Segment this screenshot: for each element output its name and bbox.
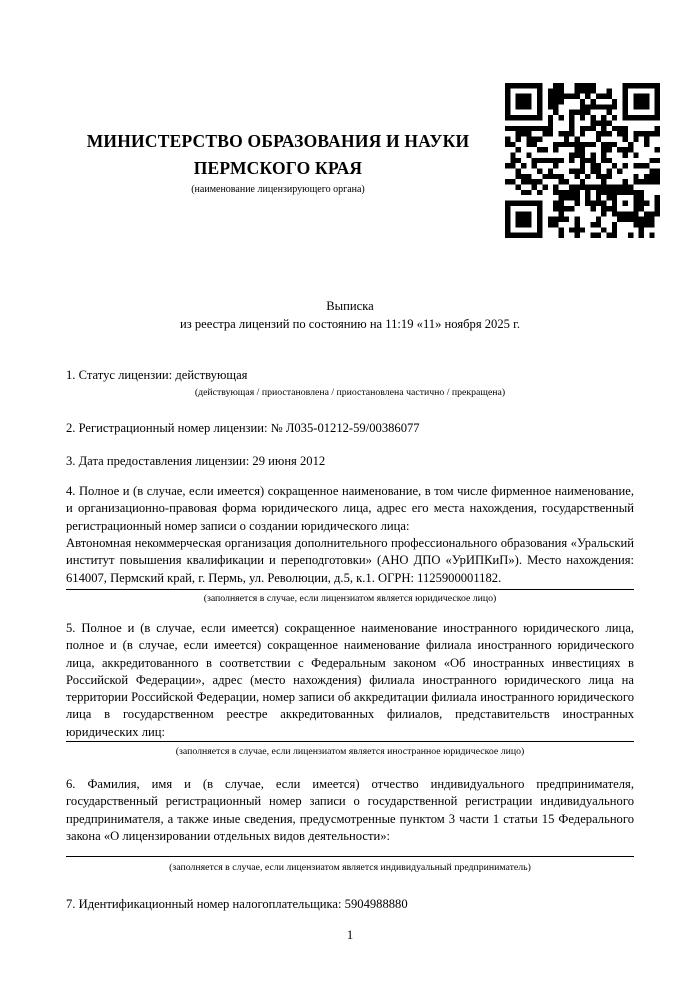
page-number: 1: [346, 928, 354, 942]
license-status-options-note: (действующая / приостановлена / приостановлена частично / прекращена): [194, 387, 506, 398]
document-title-line1: Выписка: [326, 299, 374, 313]
entrepreneur-note: (заполняется в случае, если лицензиатом является индивидуальный предприниматель): [169, 862, 531, 873]
document-title-line2: из реестра лицензий по состоянию на 11:19 «11» ноября 2025 г.: [179, 317, 520, 331]
entrepreneur-clause: 6. Фамилия, имя и (в случае, если имеется) отчество индивидуального предпринимателя, государственный регистрационный номер записи о государственной регистрации индивидуального предпринимателя, а также иные сведения, предусмотренные пунктом 3 части 1 статьи 15 Федерального закона «О лицензировании отдельных видов деятельности»:: [66, 777, 634, 843]
foreign-entity-fill-line: [66, 741, 634, 742]
grant-date: 3. Дата предоставления лицензии: 29 июня 2012: [66, 454, 326, 468]
ministry-header: [66, 128, 490, 196]
taxpayer-id: 7. Идентификационный номер налогоплательщика: 5904988880: [66, 897, 408, 911]
legal-entity-clause-text: 4. Полное и (в случае, если имеется) сокращенное наименование, в том числе фирменное наименование, и организационно-правовая форма юридического лица, адрес его места нахождения, государственный регистрационный номер записи о создании юридического лица:: [66, 484, 634, 533]
license-status: 1. Статус лицензии: действующая: [66, 368, 248, 382]
legal-entity-fill-line: [66, 589, 634, 590]
entrepreneur-fill-line: [66, 856, 634, 857]
ministry-name-line1: МИНИСТЕРСТВО ОБРАЗОВАНИЯ И НАУКИ: [86, 131, 470, 151]
legal-entity-note: (заполняется в случае, если лицензиатом является юридическое лицо): [203, 593, 497, 604]
document-title: [66, 297, 634, 333]
foreign-entity-note: (заполняется в случае, если лицензиатом является иностранное юридическое лицо): [175, 746, 525, 757]
ministry-name-line2: ПЕРМСКОГО КРАЯ: [193, 158, 363, 178]
registration-number: 2. Регистрационный номер лицензии: № Л035-01212-59/00386077: [66, 421, 420, 435]
qr-code-icon: [505, 83, 660, 238]
licensing-authority-caption: (наименование лицензирующего органа): [191, 184, 365, 195]
legal-entity-value: Автономная некоммерческая организация дополнительного профессионального образования «Уральский институт повышения квалификации и переподготовки» (АНО ДПО «УрИПКиП»). Место нахождения: 614007, Пермский край, г. Пермь, ул. Революции, д.5, к.1. ОГРН: 1125900001182.: [66, 536, 634, 585]
legal-entity-clause: [66, 483, 634, 535]
foreign-entity-clause: 5. Полное и (в случае, если имеется) сокращенное наименование иностранного юридического лица, полное и (в случае, если имеется) сокращенное наименование филиала иностранного юридического лица, аккредитованного в соответствии с Федеральным законом «Об иностранных инвестициях в Российской Федерации», адрес (место нахождения) филиала иностранного юридического лица на территории Российской Федерации, номер записи об аккредитации филиала иностранного юридического лица в государственном реестре аккредитованных филиалов, представительств иностранных юридических лиц:: [66, 621, 634, 739]
